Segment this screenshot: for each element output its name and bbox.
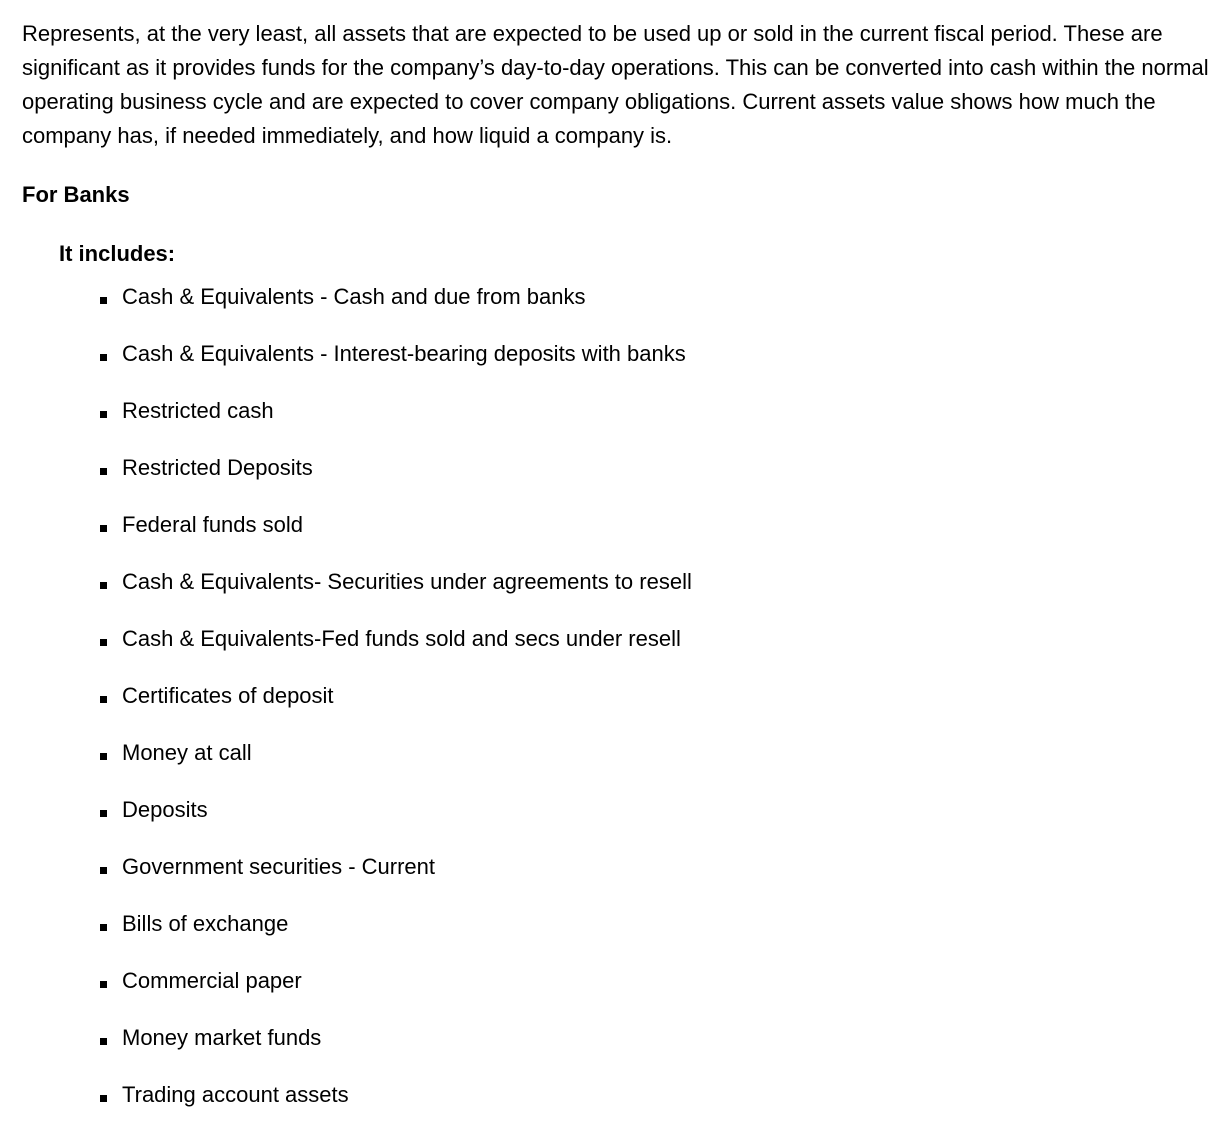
list-item <box>100 339 692 396</box>
square-bullet-icon <box>100 468 107 475</box>
list-item <box>100 396 692 453</box>
square-bullet-icon <box>100 810 107 817</box>
list-item-text: Cash & Equivalents- Securities under agreements to resell <box>122 569 692 594</box>
list-item-text: Trading account assets <box>122 1082 349 1107</box>
list-item <box>100 966 692 1023</box>
square-bullet-icon <box>100 696 107 703</box>
square-bullet-icon <box>100 582 107 589</box>
square-bullet-icon <box>100 411 107 418</box>
list-item-text: Government securities - Current <box>122 854 435 879</box>
square-bullet-icon <box>100 753 107 760</box>
list-item-text: Cash & Equivalents-Fed funds sold and secs under resell <box>122 626 681 651</box>
list-item <box>100 681 692 738</box>
sub-heading: It includes: <box>59 241 176 266</box>
square-bullet-icon <box>100 525 107 532</box>
list-item-text: Money at call <box>122 740 252 765</box>
list-item <box>100 282 692 339</box>
list-item <box>100 1023 692 1080</box>
square-bullet-icon <box>100 924 107 931</box>
list-item <box>100 453 692 510</box>
list-item-text: Cash & Equivalents - Cash and due from banks <box>122 284 586 309</box>
list-item-text: Bills of exchange <box>122 911 289 936</box>
section-heading: For Banks <box>22 182 130 207</box>
list-item <box>100 909 692 966</box>
square-bullet-icon <box>100 867 107 874</box>
list-item-text: Commercial paper <box>122 968 302 993</box>
list-item <box>100 624 692 681</box>
square-bullet-icon <box>100 1038 107 1045</box>
list-item <box>100 510 692 567</box>
square-bullet-icon <box>100 981 107 988</box>
intro-paragraph: Represents, at the very least, all assets that are expected to be used up or sold in the current fiscal period. These are significant as it provides funds for the company’s day-to-day operations. This can be converted into cash within the normal operating business cycle and are expected to cover company obligations. Current assets value shows how much the company has, if needed immediately, and how liquid a company is. <box>22 21 1209 148</box>
list-item-text: Federal funds sold <box>122 512 303 537</box>
list-item-text: Money market funds <box>122 1025 322 1050</box>
square-bullet-icon <box>100 1095 107 1102</box>
list-item-text: Deposits <box>122 797 208 822</box>
list-item-text: Certificates of deposit <box>122 683 334 708</box>
list-item <box>100 1080 692 1128</box>
list-item <box>100 567 692 624</box>
list-item <box>100 795 692 852</box>
list-item <box>100 738 692 795</box>
square-bullet-icon <box>100 354 107 361</box>
list-item-text: Restricted Deposits <box>122 455 313 480</box>
square-bullet-icon <box>100 639 107 646</box>
square-bullet-icon <box>100 297 107 304</box>
list-item <box>100 852 692 909</box>
includes-list <box>100 282 692 1128</box>
list-item-text: Cash & Equivalents - Interest-bearing deposits with banks <box>122 341 686 366</box>
list-item-text: Restricted cash <box>122 398 274 423</box>
